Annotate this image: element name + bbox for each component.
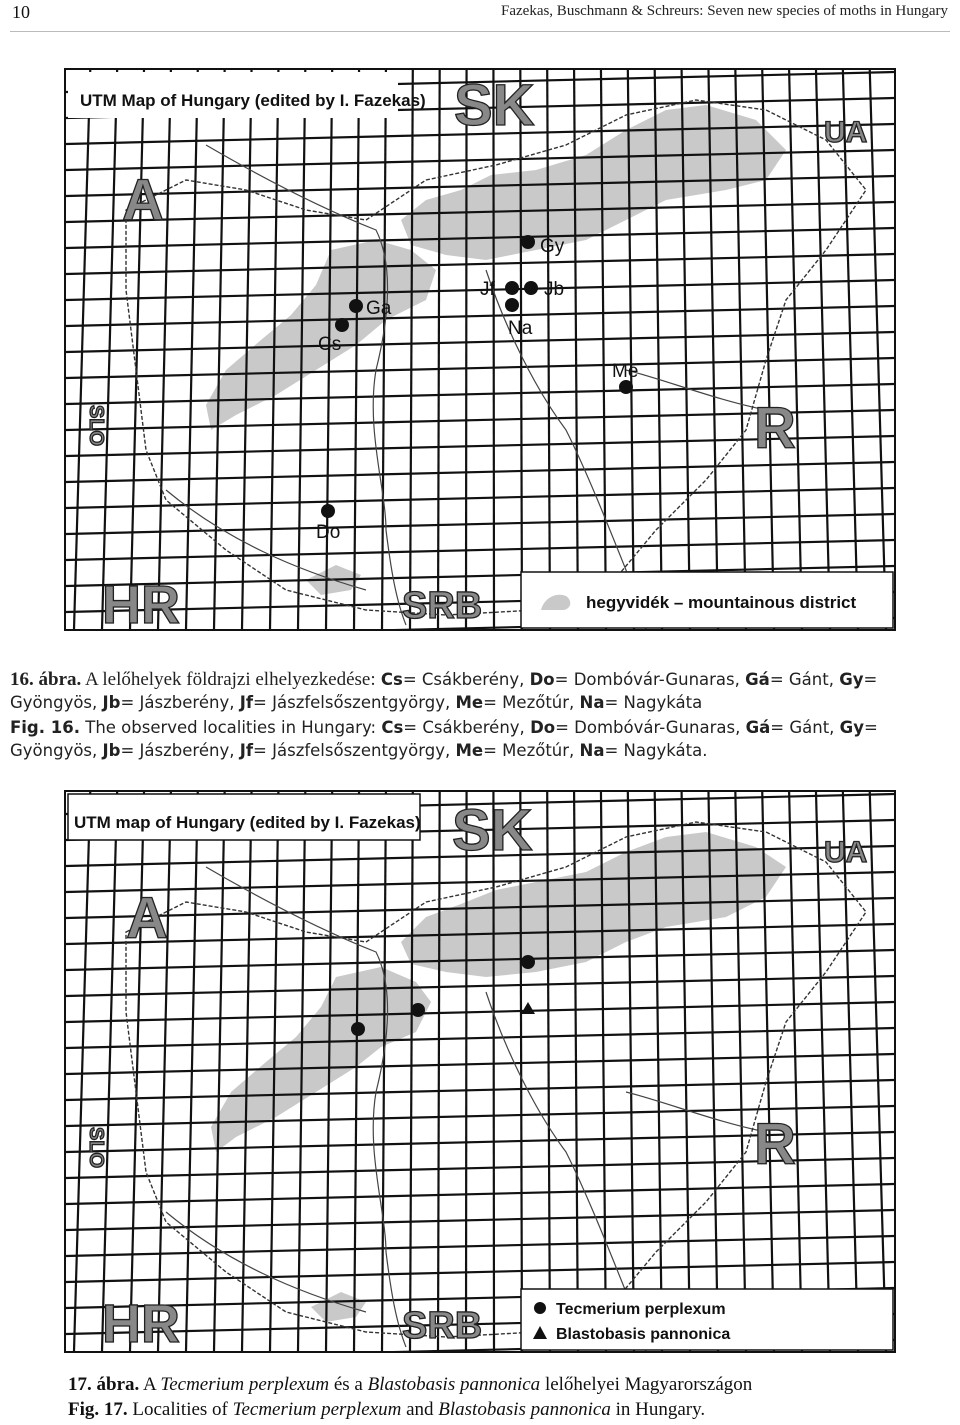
locality-name: = Jászberény, (120, 741, 235, 760)
caption17-hu-species2: Blastobasis pannonica (367, 1374, 541, 1395)
map-fig16 (64, 68, 896, 631)
tecmerium-dot-gy (521, 955, 535, 969)
tecmerium-dot-cs (351, 1022, 365, 1036)
tecmerium-dot-ga (411, 1003, 425, 1017)
country-label-slo: SLO (85, 405, 107, 447)
caption17-hu-es: és a (333, 1374, 363, 1395)
caption16-hu-label: 16. ábra. (10, 669, 82, 690)
caption17-en-and: and (406, 1399, 434, 1420)
locality-key: Me (455, 741, 484, 760)
locality-key: Do (530, 718, 556, 737)
country-label-a: A (126, 886, 168, 951)
country-label-sk: SK (454, 73, 535, 138)
locality-key: Jb (102, 693, 121, 712)
locality-key: Jf (239, 741, 254, 760)
locality-dot-cs (335, 318, 349, 332)
tecmerium-legend-dot-icon (534, 1302, 546, 1314)
caption17-hu-rest: lelőhelyei Magyarországon (544, 1374, 753, 1395)
caption16-hu-text: A lelőhelyek földrajzi elhelyezkedése: (84, 669, 376, 690)
locality-dot-me (619, 380, 633, 394)
caption-fig16 (10, 668, 955, 762)
locality-name: = Jászfelsőszentgyörgy, (253, 693, 451, 712)
caption17-en-a: Localities of (132, 1399, 228, 1420)
locality-name: = Mezőtúr, (483, 741, 575, 760)
country-label-srb: SRB (402, 585, 483, 627)
caption17-hu-a: A (142, 1374, 156, 1395)
locality-name: = Mezőtúr, (483, 693, 575, 712)
country-label-ua: UA (824, 836, 868, 869)
locality-key: Gá (745, 718, 771, 737)
country-label-sk: SK (452, 798, 533, 863)
caption-fig17 (68, 1372, 948, 1422)
locality-label-me: Me (612, 361, 639, 382)
country-label-r: R (754, 1112, 796, 1177)
locality-name: = Csákberény, (403, 718, 525, 737)
legend-box (521, 1289, 893, 1350)
caption17-en-species2: Blastobasis pannonica (438, 1399, 611, 1420)
locality-dot-ga (349, 299, 363, 313)
country-label-hr: HR (102, 1294, 180, 1351)
legend-blastobasis: Blastobasis pannonica (556, 1326, 731, 1343)
blastobasis-triangle-jf (521, 1002, 535, 1014)
locality-dot-jf (505, 281, 519, 295)
caption17-en-label: Fig. 17. (68, 1399, 128, 1420)
locality-name: = Gyöngyös, (10, 718, 878, 760)
locality-name: = Gánt, (769, 670, 834, 689)
country-label-slo: SLO (85, 1127, 107, 1169)
country-label-a: A (122, 168, 164, 233)
locality-label-na: Na (508, 318, 533, 339)
locality-key: Na (579, 693, 605, 712)
caption17-en-rest: in Hungary. (615, 1399, 706, 1420)
locality-key: Jb (102, 741, 121, 760)
country-label-srb: SRB (402, 1305, 483, 1347)
locality-key: Cs (380, 670, 403, 689)
locality-dot-na (505, 298, 519, 312)
caption16-hu (10, 668, 955, 714)
locality-name: = Dombóvár-Gunaras, (554, 670, 740, 689)
locality-name: = Csákberény, (402, 670, 525, 689)
locality-name: = Gyöngyös, (10, 670, 878, 712)
locality-name: = Dombóvár-Gunaras, (555, 718, 741, 737)
caption16-en-label: Fig. 16. (10, 718, 80, 737)
locality-key: Gá (745, 670, 770, 689)
locality-label-cs: Cs (318, 334, 342, 355)
locality-dot-gy (521, 235, 535, 249)
caption17-en-species1: Tecmerium perplexum (232, 1399, 402, 1420)
country-label-ua: UA (824, 116, 868, 149)
locality-key: Na (579, 741, 605, 760)
running-title: Fazekas, Buschmann & Schreurs: Seven new species of moths in Hungary (501, 3, 948, 19)
locality-label-jf: Jf (480, 279, 495, 300)
mountain-regions (206, 105, 786, 595)
legend-mountainous: hegyvidék – mountainous district (586, 593, 857, 612)
locality-name: = Jászberény, (120, 693, 235, 712)
country-label-hr: HR (102, 575, 180, 629)
locality-label-ga: Ga (366, 298, 392, 319)
locality-name: = Nagykáta. (604, 741, 708, 760)
locality-label-jb: Jb (544, 279, 565, 300)
locality-key: Me (455, 693, 484, 712)
caption17-hu-species1: Tecmerium perplexum (160, 1374, 330, 1395)
map-title: UTM Map of Hungary (edited by I. Fazekas) (80, 91, 426, 110)
country-label-r: R (754, 396, 796, 461)
locality-name: = Jászfelsőszentgyörgy, (253, 741, 451, 760)
locality-label-do: Do (316, 522, 341, 543)
locality-dot-jb (524, 281, 538, 295)
locality-key: Do (529, 670, 555, 689)
legend-tecmerium: Tecmerium perplexum (556, 1301, 726, 1318)
caption17-hu-label: 17. ábra. (68, 1374, 140, 1395)
locality-dot-do (321, 504, 335, 518)
caption16-en-text: The observed localities in Hungary: (85, 718, 377, 737)
locality-name: = Gánt, (770, 718, 835, 737)
locality-key: Cs (381, 718, 404, 737)
locality-key: Gy (839, 718, 864, 737)
locality-key: Jf (239, 693, 254, 712)
locality-key: Gy (839, 670, 864, 689)
transdanubian-range (211, 967, 431, 1152)
locality-label-gy: Gy (540, 236, 565, 257)
map-fig17 (64, 790, 896, 1353)
page-number: 10 (12, 2, 30, 22)
caption17-en (68, 1397, 948, 1422)
mountain-regions (211, 832, 786, 1322)
map-title: UTM map of Hungary (edited by I. Fazekas) (74, 813, 421, 832)
caption17-hu (68, 1372, 948, 1397)
map-title-box (68, 72, 426, 118)
legend-box (521, 572, 893, 628)
map-title-box (68, 794, 421, 840)
header-rule (10, 31, 950, 32)
caption16-en (10, 716, 955, 762)
locality-name: = Nagykáta (604, 693, 703, 712)
